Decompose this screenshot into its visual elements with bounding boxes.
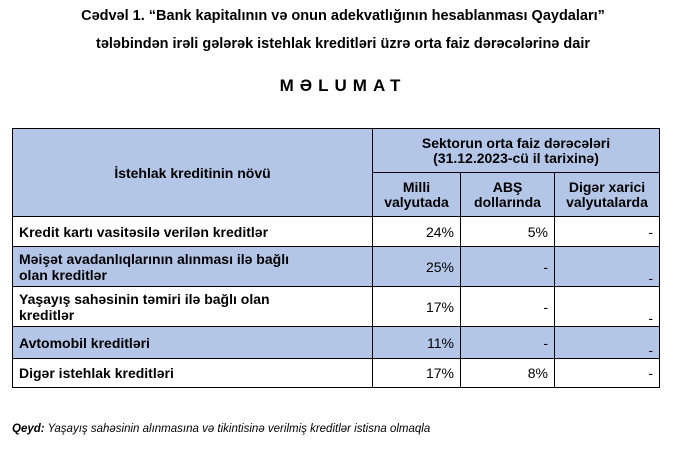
cell-usd: - xyxy=(461,287,555,327)
row-label-line-1: Yaşayış sahəsinin təmiri ilə bağlı olan xyxy=(19,290,270,307)
header-other-currencies xyxy=(555,173,660,217)
header-sector-average-rates xyxy=(373,129,660,173)
header-national-line-2: valyutada xyxy=(384,193,449,210)
document-heading: MƏLUMAT xyxy=(279,76,407,95)
header-sector-line-2: (31.12.2023-cü il tarixinə) xyxy=(433,149,599,166)
footnote-label: Qeyd: xyxy=(12,423,45,435)
table-footnote xyxy=(12,423,430,435)
header-usd-line-1: ABŞ xyxy=(492,178,523,195)
row-credit-type xyxy=(13,327,373,359)
cell-other: - xyxy=(555,287,660,327)
cell-usd: - xyxy=(461,327,555,359)
row-credit-type xyxy=(13,287,373,327)
cell-national: 17% xyxy=(373,287,461,327)
header-other-line-1: Digər xarici xyxy=(568,178,646,195)
row-label-line-1: Məişət avadanlıqlarının alınması ilə bağlı xyxy=(19,250,289,267)
row-label-line-1: Avtomobil kreditləri xyxy=(19,334,150,351)
header-sector-line-1: Sektorun orta faiz dərəcələri xyxy=(421,134,611,151)
table-row xyxy=(13,217,660,247)
row-credit-type xyxy=(13,247,373,287)
table-row xyxy=(13,359,660,388)
header-national-currency xyxy=(373,173,461,217)
header-credit-type: İstehlak kreditinin növü xyxy=(13,129,373,217)
header-usd-line-2: dollarında xyxy=(474,193,541,210)
interest-rates-table xyxy=(12,128,660,388)
table-row xyxy=(13,287,660,327)
footnote-text: Yaşayış sahəsinin alınmasına və tikintisinə verilmiş kreditlər istisna olmaqla xyxy=(47,423,431,435)
cell-national: 11% xyxy=(373,327,461,359)
row-label-line-2: olan kreditlər xyxy=(19,266,107,283)
cell-usd: 8% xyxy=(461,359,555,388)
header-national-line-1: Milli xyxy=(402,178,431,195)
header-usd xyxy=(461,173,555,217)
cell-other: - xyxy=(555,327,660,359)
row-credit-type xyxy=(13,359,373,388)
cell-national: 17% xyxy=(373,359,461,388)
table-row xyxy=(13,327,660,359)
row-label-line-2: kreditlər xyxy=(19,306,75,323)
row-label-line-1: Kredit kartı vasitəsilə verilən kreditlər xyxy=(19,223,269,240)
document-title-line-1: Cədvəl 1. “Bank kapitalının və onun adekvatlığının hesablanması Qaydaları” xyxy=(81,8,605,24)
cell-national: 25% xyxy=(373,247,461,287)
header-other-line-2: valyutalarda xyxy=(566,193,648,210)
cell-national: 24% xyxy=(373,217,461,247)
document-title-line-2: tələbindən irəli gələrək istehlak kreditləri üzrə orta faiz dərəcələrinə dair xyxy=(95,36,590,52)
cell-usd: 5% xyxy=(461,217,555,247)
row-credit-type xyxy=(13,217,373,247)
cell-other: - xyxy=(555,217,660,247)
cell-other: - xyxy=(555,247,660,287)
row-label-line-1: Digər istehlak kreditləri xyxy=(19,365,174,381)
cell-usd: - xyxy=(461,247,555,287)
cell-other: - xyxy=(555,359,660,388)
table-row xyxy=(13,247,660,287)
